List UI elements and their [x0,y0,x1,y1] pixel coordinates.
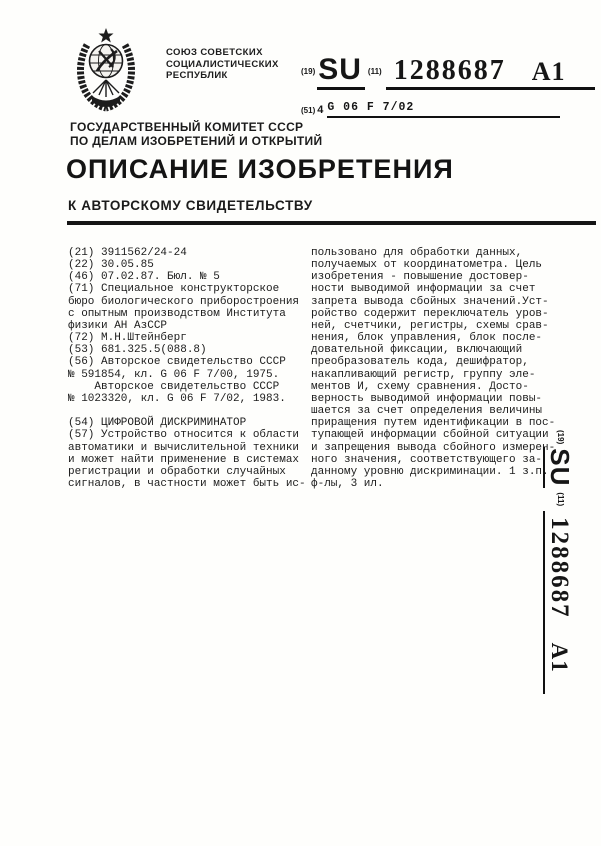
country-code: SU [317,55,365,90]
inid-code-11: (11) [367,67,382,76]
page-subtitle: К АВТОРСКОМУ СВИДЕТЕЛЬСТВУ [68,198,313,213]
ipc-class: G 06 F 7/02 [327,101,560,118]
ipc-edition: 4 [317,104,324,116]
inid-code-19: (19) [301,67,316,76]
bibliography-column: (21) 3911562/24-24 (22) 30.05.85 (46) 07.02.87. Бюл. № 5 (71) Специальное конструкторское бюро биологического приборостроения с опытным производством Института физики АН АзССР (72) М.Н.Штейнберг (53) 681.325.5(088.8) (56) Авторское свидетельство СССР № 591854, кл. G 06 F 7/00, 1975. Авторское свидетельство СССР № 1023320, кл. G 06 F 7/02, 1983. (54) ЦИФРОВОЙ ДИСКРИМИНАТОР (57) Устройство относится к области автоматики и вычислительной техники и может найти применение в системах регистрации и обработки случайных сигналов, в частности может быть ис- [68,247,306,490]
sidebar-country-code: SU [545,448,575,487]
union-name: СОЮЗ СОВЕТСКИХ СОЦИАЛИСТИЧЕСКИХ РЕСПУБЛИК [166,47,279,81]
committee-name: ГОСУДАРСТВЕННЫЙ КОМИТЕТ СССР ПО ДЕЛАМ ИЗОБРЕТЕНИЙ И ОТКРЫТИЙ [70,120,323,148]
inid-code-51: (51) [301,106,316,115]
page-title: ОПИСАНИЕ ИЗОБРЕТЕНИЯ [66,154,454,184]
kind-code: A1 [531,57,566,86]
sidebar-kind-code: A1 [547,642,572,673]
doc-number-group [386,55,595,90]
abstract-column: пользовано для обработки данных, получаемых от координатометра. Цель изобретения - повышение достовер- ности выводимой информации за счет запрета вывода сбойных значений.Уст- ройство содержит переключатель уров- ней, счетчики, регистры, схемы срав- нения, блок управления, блок после- довательной фиксации, включающий преобразователь кода, дешифратор, накапливающий регистр, группу эле- ментов И, схему сравнения. Досто- верность выводимой информации повы- шается за счет определения величины приращения путем идентификации в пос- тупающей информации сбойной ситуации и запрещения вывода сбойного измерен- ного значения, соответствующего за- данному уровню дискриминации. 1 з.п. ф-лы, 3 ил. [311,247,556,490]
ipc-classification-row [301,101,560,118]
publication-id-header [301,46,595,90]
sidebar-inid-code-11: (11) [556,492,565,507]
sidebar-doc-number-group [543,511,571,694]
sidebar-publication-id [543,430,585,694]
header-divider [67,221,596,225]
ussr-coat-of-arms-icon [74,27,138,113]
sidebar-doc-number: 1288687 [546,517,573,619]
sidebar-inid-code-19: (19) [556,430,565,445]
doc-number: 1288687 [393,55,506,86]
